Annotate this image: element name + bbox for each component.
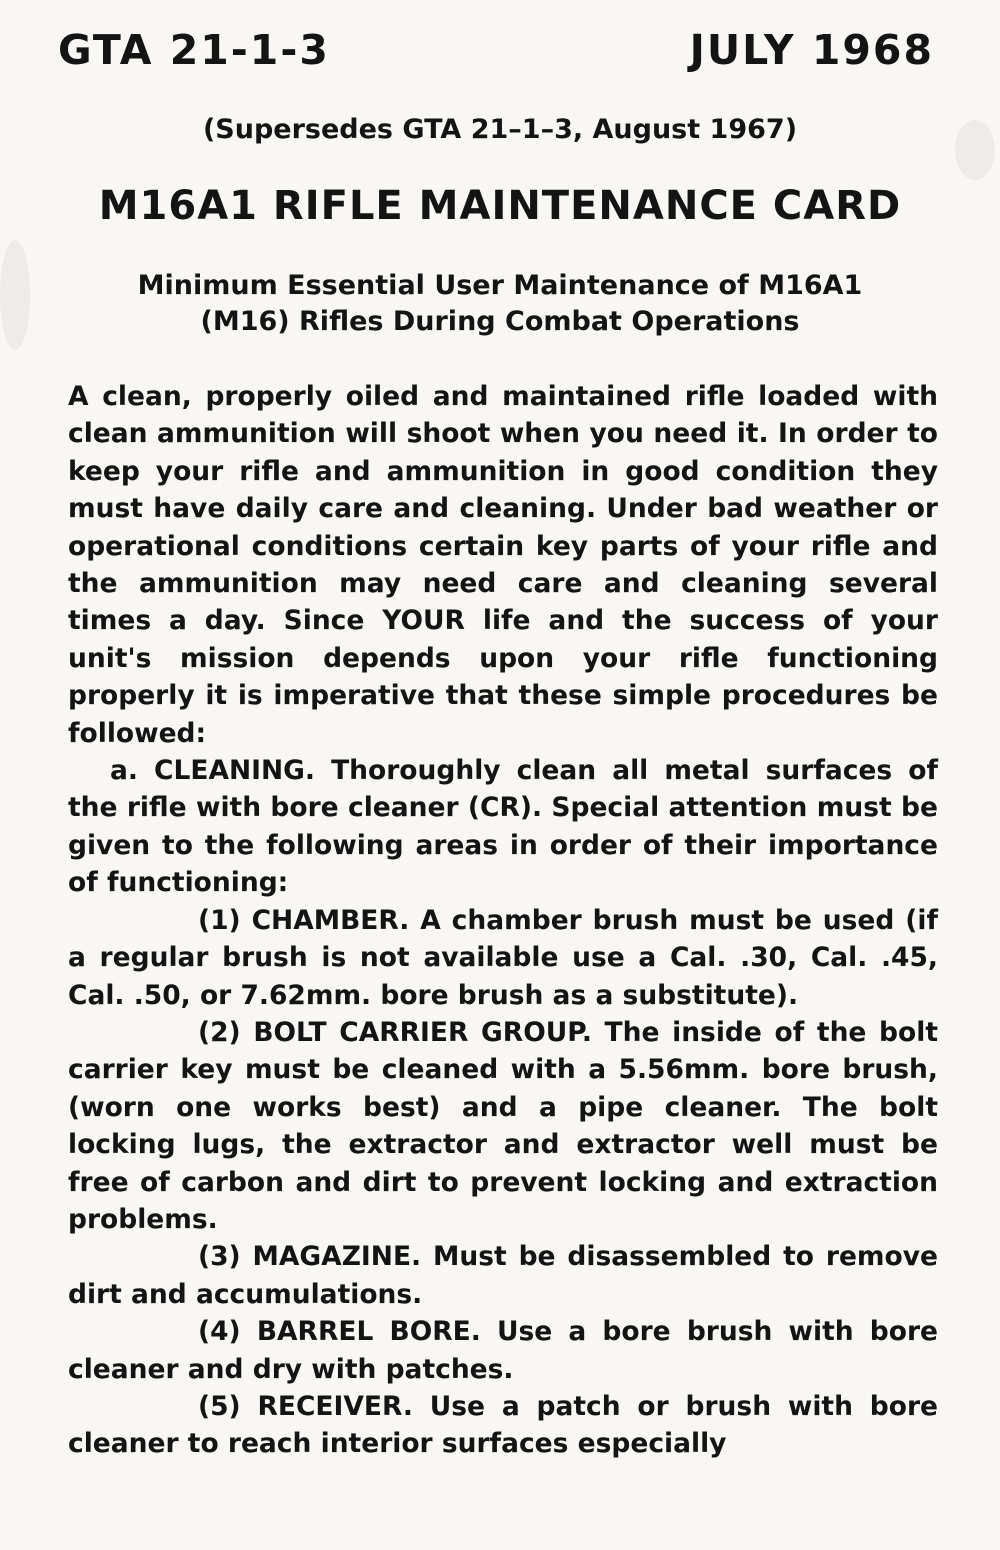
card-body <box>68 378 938 1463</box>
document-date: JULY 1968 <box>689 26 934 74</box>
item-barrel-bore: (4) BARREL BORE. Use a bore brush with bore cleaner and dry with patches. <box>68 1316 938 1385</box>
supersedes-note: (Supersedes GTA 21–1–3, August 1967) <box>202 114 798 145</box>
subtitle-line: (M16) Rifles During Combat Operations <box>200 306 800 337</box>
intro-paragraph: A clean, properly oiled and maintained rifle loaded with clean ammunition will shoot when you need it. In order to keep your rifle and ammunition in good condition they must have daily care and cleaning. Under bad weather or operational conditions certain key parts of your rifle and the ammunition may need care and cleaning several times a day. Since YOUR life and the success of your unit's mission depends upon your rifle functioning properly it is imperative that these simple procedures be followed: <box>68 381 938 749</box>
section-cleaning: a. CLEANING. Thoroughly clean all metal surfaces of the rifle with bore cleaner (CR). Special attention must be given to the following areas in order of their importance of functioning: <box>68 755 938 899</box>
item-magazine: (3) MAGAZINE. Must be disassembled to remove dirt and accumulations. <box>68 1241 938 1310</box>
card-subtitle <box>0 268 1000 340</box>
item-receiver: (5) RECEIVER. Use a patch or brush with bore cleaner to reach interior surfaces especially <box>68 1390 938 1460</box>
card-title: M16A1 RIFLE MAINTENANCE CARD <box>98 183 902 229</box>
subtitle-line: Minimum Essential User Maintenance of M16A1 <box>137 270 863 301</box>
item-bolt-carrier-group: (2) BOLT CARRIER GROUP. The inside of the bolt carrier key must be cleaned with a 5.56mm. bore brush, (worn one works best) and a pipe cleaner. The bolt locking lugs, the extractor and extractor well must be free of carbon and dirt to prevent locking and extraction problems. <box>68 1016 938 1235</box>
item-chamber: (1) CHAMBER. A chamber brush must be used (if a regular brush is not available use a Cal. .30, Cal. .45, Cal. .50, or 7.62mm. bore brush as a substitute). <box>68 904 938 1011</box>
document-code: GTA 21-1-3 <box>58 26 330 74</box>
